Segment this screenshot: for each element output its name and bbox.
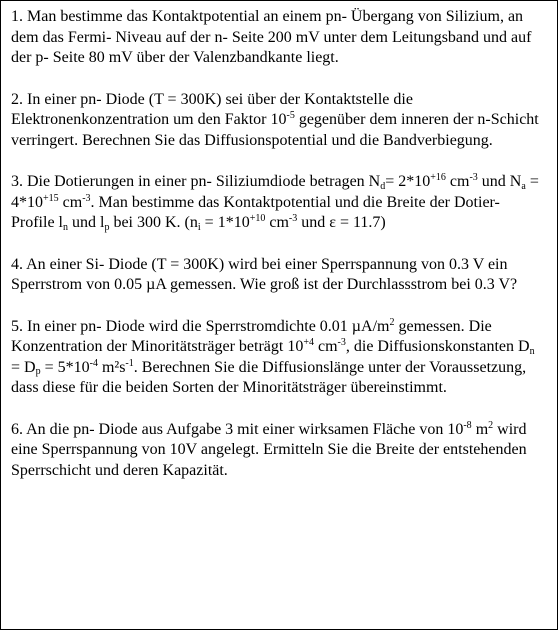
task-6-text: wird eine Sperrspannung von 10V angelegt. Ermitteln Sie die Breite der entstehenden Sperrschicht und deren Kapazität. — [11, 420, 527, 479]
exponent: +16 — [430, 172, 446, 183]
task-2 — [11, 90, 547, 152]
task-3-text: . Man bestimme das Kontaktpotential und die Breite der Dotier- Profile l — [11, 193, 500, 231]
task-5-text: , die Diffusionskonstanten D — [345, 338, 530, 355]
exponent: -3 — [288, 213, 298, 224]
task-2-text: gegenüber dem inneren der n-Schicht verringert. Berechnen Sie das Diffusionspotential und die Bandverbiegung. — [11, 111, 539, 149]
exponent: -3 — [469, 172, 478, 183]
task-3-text: und l — [68, 214, 105, 231]
task-6-text: m — [471, 420, 489, 438]
subscript: n — [63, 221, 68, 233]
task-5-text: gemessen. Die Konzentration der Minoritätsträger beträgt 10 — [11, 317, 492, 355]
task-3-text: 3. Die Dotierungen in einer pn- Siliziumdiode betragen N — [11, 173, 381, 190]
task-5 — [11, 317, 547, 399]
task-6 — [11, 420, 547, 482]
task-3-text: und N — [477, 173, 522, 190]
task-5-text: 5. In einer pn- Diode wird die Sperrstromdichte 0.01 µA/m — [11, 317, 390, 335]
task-3-text: cm — [265, 214, 289, 231]
task-5-text: m²s — [97, 358, 126, 376]
exponent: -4 — [89, 357, 98, 369]
task-1 — [11, 7, 547, 69]
exponent: -8 — [463, 419, 472, 431]
task-6-text: 6. An die pn- Diode aus Aufgabe 3 mit einer wirksamen Fläche von 10 — [11, 420, 464, 438]
subscript: i — [197, 221, 201, 233]
task-3-text: cm — [58, 193, 83, 211]
exponent: -1 — [125, 357, 134, 369]
task-4 — [11, 255, 547, 296]
subscript: n — [529, 345, 535, 357]
task-3-text: = 4*10 — [11, 173, 539, 211]
exponent: +10 — [249, 213, 266, 224]
subscript: p — [104, 221, 110, 233]
task-3-text: = 1*10 — [200, 214, 250, 231]
task-3-text: = 2*10 — [385, 173, 431, 190]
exponent: 2 — [389, 316, 395, 328]
subscript: d — [380, 180, 386, 192]
task-2-text: 2. In einer pn- Diode (T = 300K) sei über der Kontaktstelle die Elektronenkonzentration um den Faktor 10 — [11, 90, 413, 128]
task-5-text: cm — [313, 338, 338, 355]
exponent: +4 — [303, 337, 314, 348]
exponent: +15 — [43, 192, 59, 204]
subscript: a — [521, 180, 526, 192]
task-1-text: 1. Man bestimme das Kontaktpotential an einem pn- Übergang von Silizium, an dem das Fermi- Niveau auf der n- Seite 200 mV unter dem Leitungsband und auf der p- Seite 80 mV über der Valenzbandkante liegt. — [11, 8, 532, 66]
task-5-text: = 5*10 — [40, 358, 90, 376]
exponent: -3 — [82, 192, 91, 204]
task-4-text: 4. An einer Si- Diode (T = 300K) wird bei einer Sperrspannung von 0.3 V ein Sperrstrom von 0.05 µA gemessen. Wie groß ist der Durchlassstrom bei 0.3 V? — [11, 255, 518, 293]
exponent: -5 — [286, 110, 295, 121]
task-3 — [11, 172, 547, 234]
exponent: 2 — [488, 419, 494, 431]
task-5-text: = D — [11, 358, 36, 376]
exponent: -3 — [337, 337, 346, 348]
subscript: p — [35, 366, 41, 377]
task-3-text: bei 300 K. (n — [109, 214, 198, 231]
task-3-text: und ε = 11.7) — [297, 214, 386, 231]
task-3-text: cm — [445, 173, 470, 190]
task-5-text: . Berechnen Sie die Diffusionslänge unter der Voraussetzung, dass diese für die beiden Sorten der Minoritätsträger übereinstimmt. — [11, 358, 527, 396]
